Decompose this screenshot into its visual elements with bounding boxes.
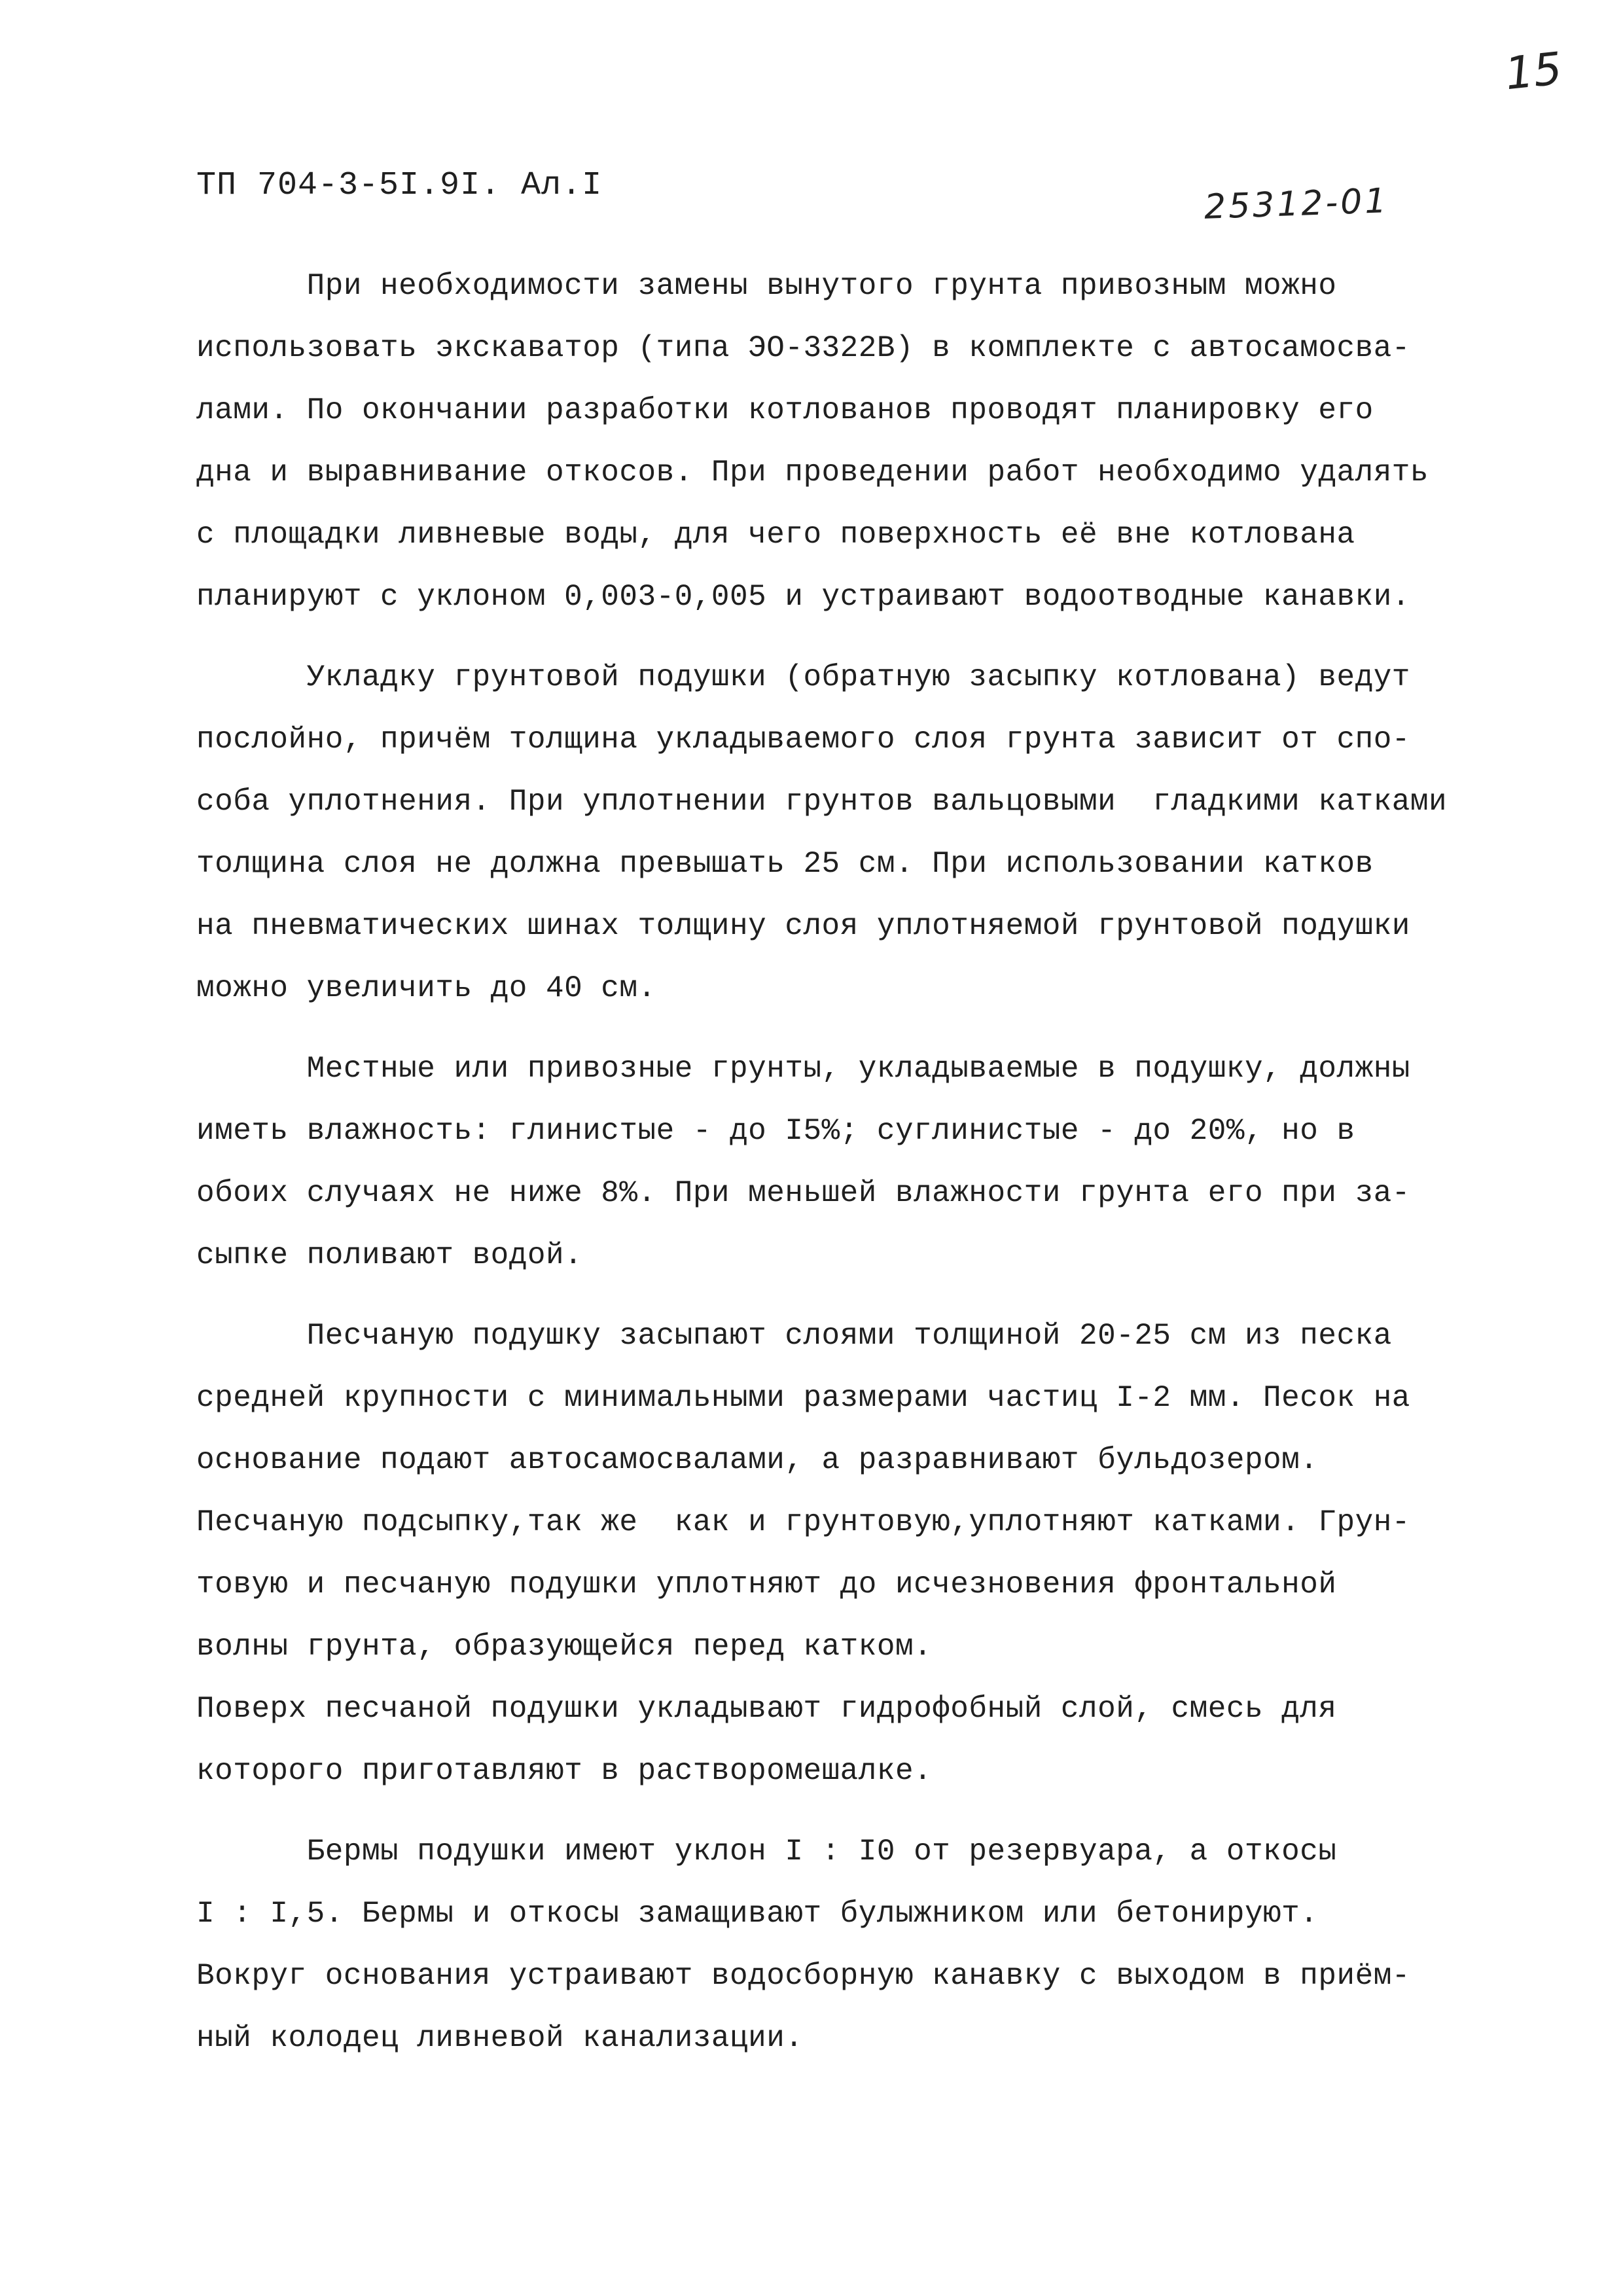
body-text <box>196 255 1525 2070</box>
text-line: с площадки ливневые воды, для чего поверхность её вне котлована <box>196 518 1355 552</box>
text-line: товую и песчаную подушки уплотняют до исчезновения фронтальной <box>196 1568 1337 1602</box>
text-line: Местные или привозные грунты, укладываемые в подушку, должны <box>196 1052 1410 1086</box>
text-line: соба уплотнения. При уплотнении грунтов вальцовыми гладкими катками <box>196 785 1448 819</box>
text-line: сыпке поливают водой. <box>196 1238 583 1272</box>
text-line: Поверх песчаной подушки укладывают гидрофобный слой, смесь для <box>196 1692 1337 1726</box>
text-line: I : I,5. Бермы и откосы замащивают булыжником или бетонируют. <box>196 1897 1319 1931</box>
handwritten-inventory-number: 25312-01 <box>1204 181 1390 227</box>
paragraph <box>196 647 1525 1020</box>
text-line: планируют с уклоном 0,003-0,005 и устраивают водоотводные канавки. <box>196 580 1410 614</box>
text-line: толщина слоя не должна превышать 25 см. При использовании катков <box>196 847 1374 881</box>
text-line: можно увеличить до 40 см. <box>196 971 656 1005</box>
text-line: дна и выравнивание откосов. При проведении работ необходимо удалять <box>196 456 1429 490</box>
text-line: которого приготавляют в растворомешалке. <box>196 1754 933 1788</box>
paragraph <box>196 1821 1525 2070</box>
text-line: Бермы подушки имеют уклон I : I0 от резервуара, а откосы <box>196 1835 1337 1869</box>
paragraph <box>196 1305 1525 1803</box>
text-line: ный колодец ливневой канализации. <box>196 2021 804 2055</box>
paragraph <box>196 1038 1525 1287</box>
text-line: обоих случаях не ниже 8%. При меньшей влажности грунта его при за- <box>196 1176 1410 1210</box>
text-line: использовать экскаватор (типа ЭО-3322В) в комплекте с автосамосва- <box>196 331 1410 365</box>
text-line: основание подают автосамосвалами, а разравнивают бульдозером. <box>196 1443 1319 1477</box>
text-line: лами. По окончании разработки котлованов проводят планировку его <box>196 393 1374 427</box>
text-line: на пневматических шинах толщину слоя уплотняемой грунтовой подушки <box>196 909 1410 943</box>
handwritten-page-number: 15 <box>1503 43 1565 101</box>
text-line: Песчаную подушку засыпают слоями толщиной 20-25 см из песка <box>196 1319 1392 1353</box>
paragraph <box>196 255 1525 628</box>
text-line: При необходимости замены вынутого грунта привозным можно <box>196 269 1337 303</box>
text-line: волны грунта, образующейся перед катком. <box>196 1630 933 1664</box>
document-code: ТП 704-3-5I.9I. Ал.I <box>196 167 603 204</box>
text-line: Песчаную подсыпку,так же как и грунтовую,уплотняют катками. Грун- <box>196 1505 1410 1539</box>
text-line: Вокруг основания устраивают водосборную канавку с выходом в приём- <box>196 1959 1410 1993</box>
text-line: Укладку грунтовой подушки (обратную засыпку котлована) ведут <box>196 660 1410 694</box>
text-line: иметь влажность: глинистые - до I5%; суглинистые - до 20%, но в <box>196 1114 1355 1148</box>
text-line: послойно, причём толщина укладываемого слоя грунта зависит от спо- <box>196 723 1410 757</box>
text-line: средней крупности с минимальными размерами частиц I-2 мм. Песок на <box>196 1381 1410 1415</box>
